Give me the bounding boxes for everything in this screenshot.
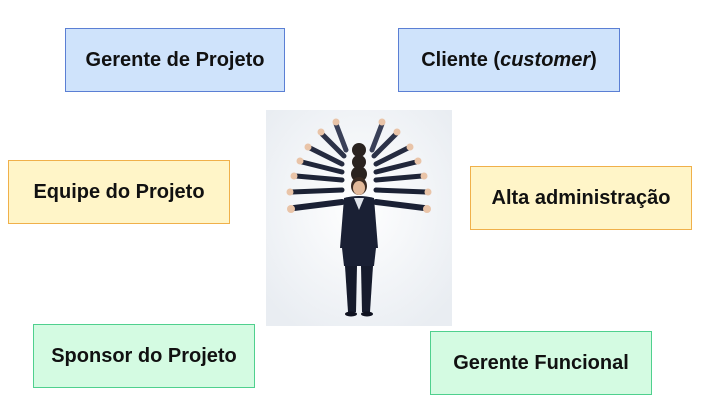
stakeholder-equipe-do-projeto (8, 160, 230, 224)
stakeholder-label: Alta administração (491, 186, 671, 209)
stakeholder-sponsor-do-projeto (33, 324, 255, 388)
stakeholder-label-suffix: ) (590, 48, 597, 71)
stakeholder-alta-administracao (470, 166, 692, 230)
stakeholder-label: Equipe do Projeto (33, 180, 205, 203)
stakeholder-label: Sponsor do Projeto (51, 344, 237, 367)
heads (351, 143, 367, 195)
stakeholder-gerente-de-projeto (65, 28, 285, 92)
stakeholder-cliente (398, 28, 620, 92)
businesswoman-multi-arms-icon (266, 110, 452, 326)
stakeholder-label-prefix: Cliente ( (421, 48, 501, 71)
stakeholder-label: Gerente Funcional (453, 351, 629, 374)
stakeholder-label-italic: customer (500, 48, 591, 71)
stakeholder-gerente-funcional (430, 331, 652, 395)
stakeholder-label: Gerente de Projeto (85, 48, 265, 71)
